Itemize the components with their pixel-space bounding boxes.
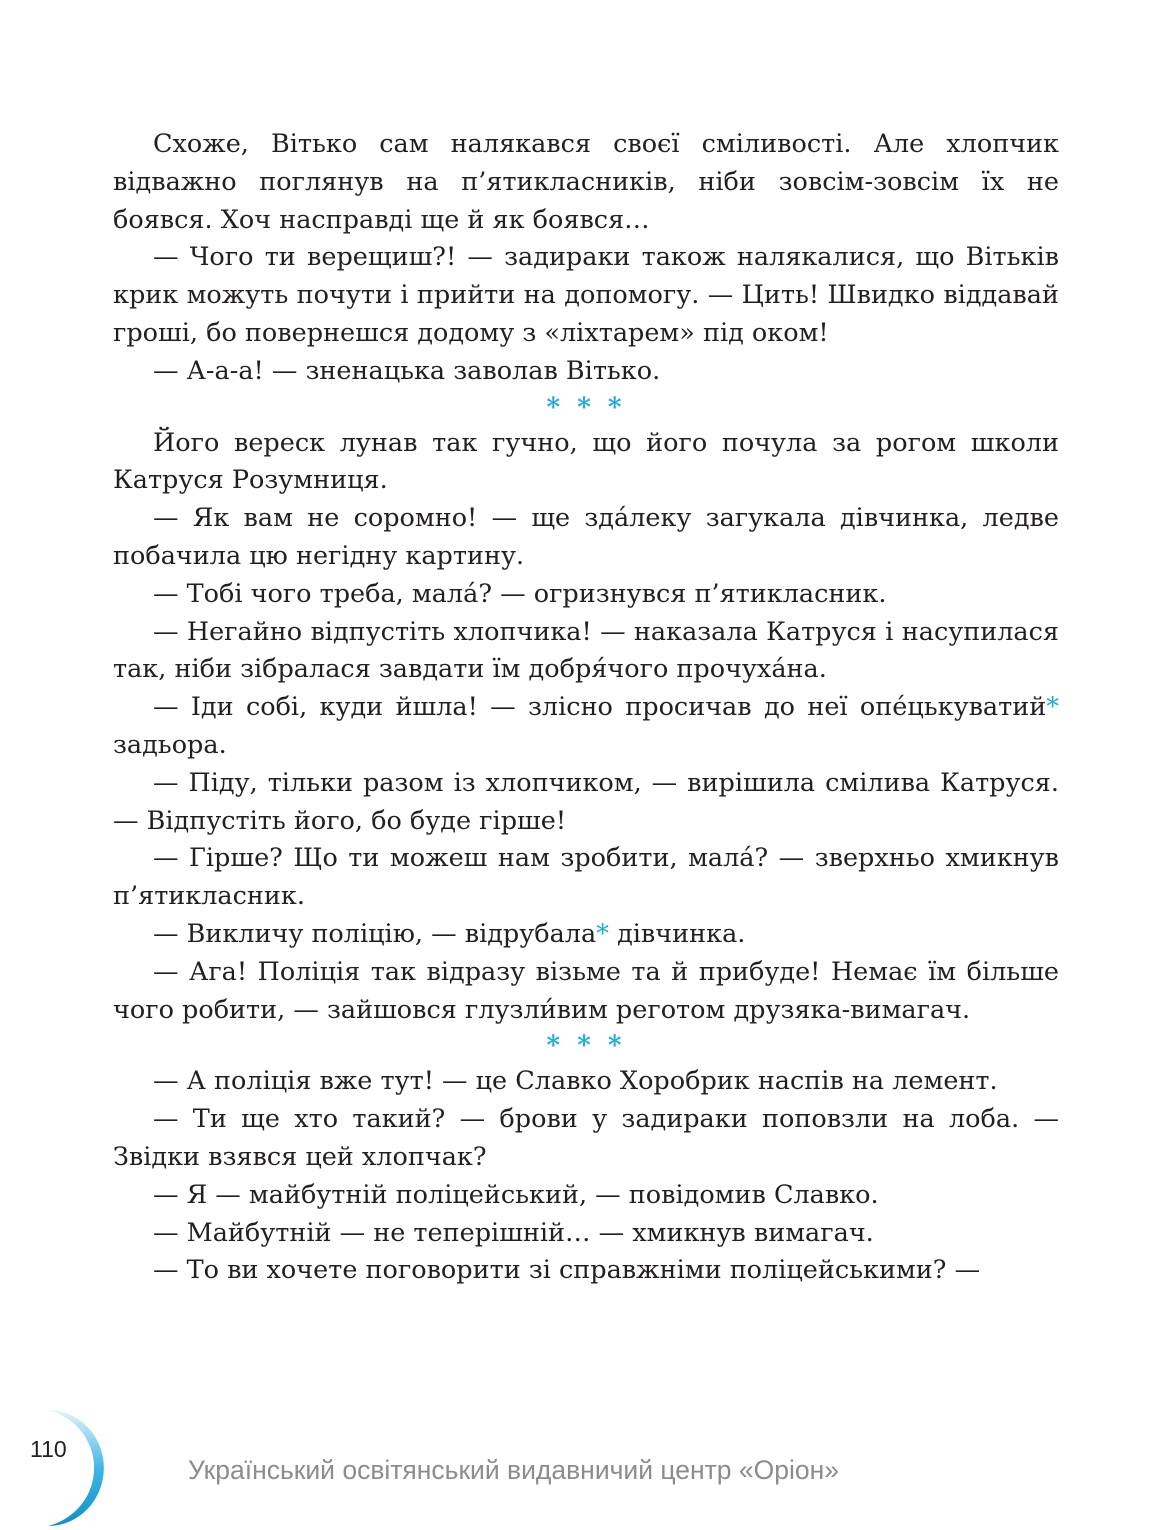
paragraph: — Гірше? Що ти можеш нам зробити, мала́? — зверхньо хмикнув п’ятикласник. — [113, 843, 1059, 912]
paragraph: — Я — майбутній поліцейський, — повідомив Славко. — [153, 1179, 879, 1210]
page-corner-arc-decoration — [40, 1408, 116, 1528]
publisher-footer: Український освітянський видавничий центр «Оріон» — [188, 1455, 839, 1485]
paragraph: — Чого ти верещиш?! — задираки також налякалися, що Вітьків крик можуть почути і прийти на допомогу. — Цить! Швидко віддавай гроші, бо повернешся додому з «ліхтарем» під оком! — [113, 242, 1059, 348]
paragraph: — Майбутній — не теперішній… — хмикнув вимагач. — [153, 1217, 874, 1248]
paragraph: Схоже, Вітько сам налякався своєї сміливості. Але хлопчик відважно поглянув на п’ятикласників, ніби зовсім-зовсім їх не боявся. Хоч насправді ще й як боявся… — [113, 129, 1059, 235]
footnote-marker: * — [1046, 692, 1059, 723]
paragraph-text: задьора. — [113, 729, 227, 760]
paragraph-text: — Іди собі, куди йшла! — злісно просичав до неї опе́цькуватий — [153, 692, 1047, 723]
page-number: 110 — [30, 1436, 67, 1462]
paragraph-text: — Викличу поліцію, — відрубала — [153, 918, 597, 949]
paragraph: — Ага! Поліція так відразу візьме та й прибуде! Немає їм більше чого робити, — зайшовся глузли́вим реготом друзяка-вимагач. — [113, 956, 1059, 1025]
paragraph: — А-а-а! — зненацька заволав Вітько. — [153, 355, 661, 386]
paragraph: — То ви хочете поговорити зі справжніми поліцейськими? — — [153, 1255, 981, 1286]
paragraph: — Ти ще хто такий? — брови у задираки поповзли на лоба. — Звідки взявся цей хлопчак? — [113, 1104, 1059, 1172]
footnote-marker: * — [596, 918, 609, 949]
story-text — [113, 126, 1059, 1290]
paragraph: — Як вам не соромно! — ще зда́леку загукала дівчинка, ледве побачила цю негідну картину. — [113, 503, 1059, 571]
section-separator: * * * — [546, 1031, 626, 1062]
paragraph-text: дівчинка. — [608, 918, 746, 949]
paragraph: — Негайно відпустіть хлопчика! — наказала Катруся і насупилася так, ніби зібралася завдати їм добря́чого прочуха́на. — [113, 616, 1059, 685]
paragraph: — А поліція вже тут! — це Славко Хоробрик наспів на лемент. — [153, 1066, 998, 1097]
paragraph: Його вереск лунав так гучно, що його почула за рогом школи Катруся Розумниця. — [113, 427, 1059, 496]
paragraph-with-footnote — [113, 916, 1059, 954]
paragraph-with-footnote — [113, 689, 1059, 765]
paragraph: — Тобі чого треба, мала́? — огризнувся п’ятикласник. — [153, 578, 887, 609]
section-separator: * * * — [546, 392, 626, 423]
paragraph: — Піду, тільки разом із хлопчиком, — вирішила смілива Катруся. — Відпустіть його, бо буде гірше! — [113, 767, 1059, 836]
